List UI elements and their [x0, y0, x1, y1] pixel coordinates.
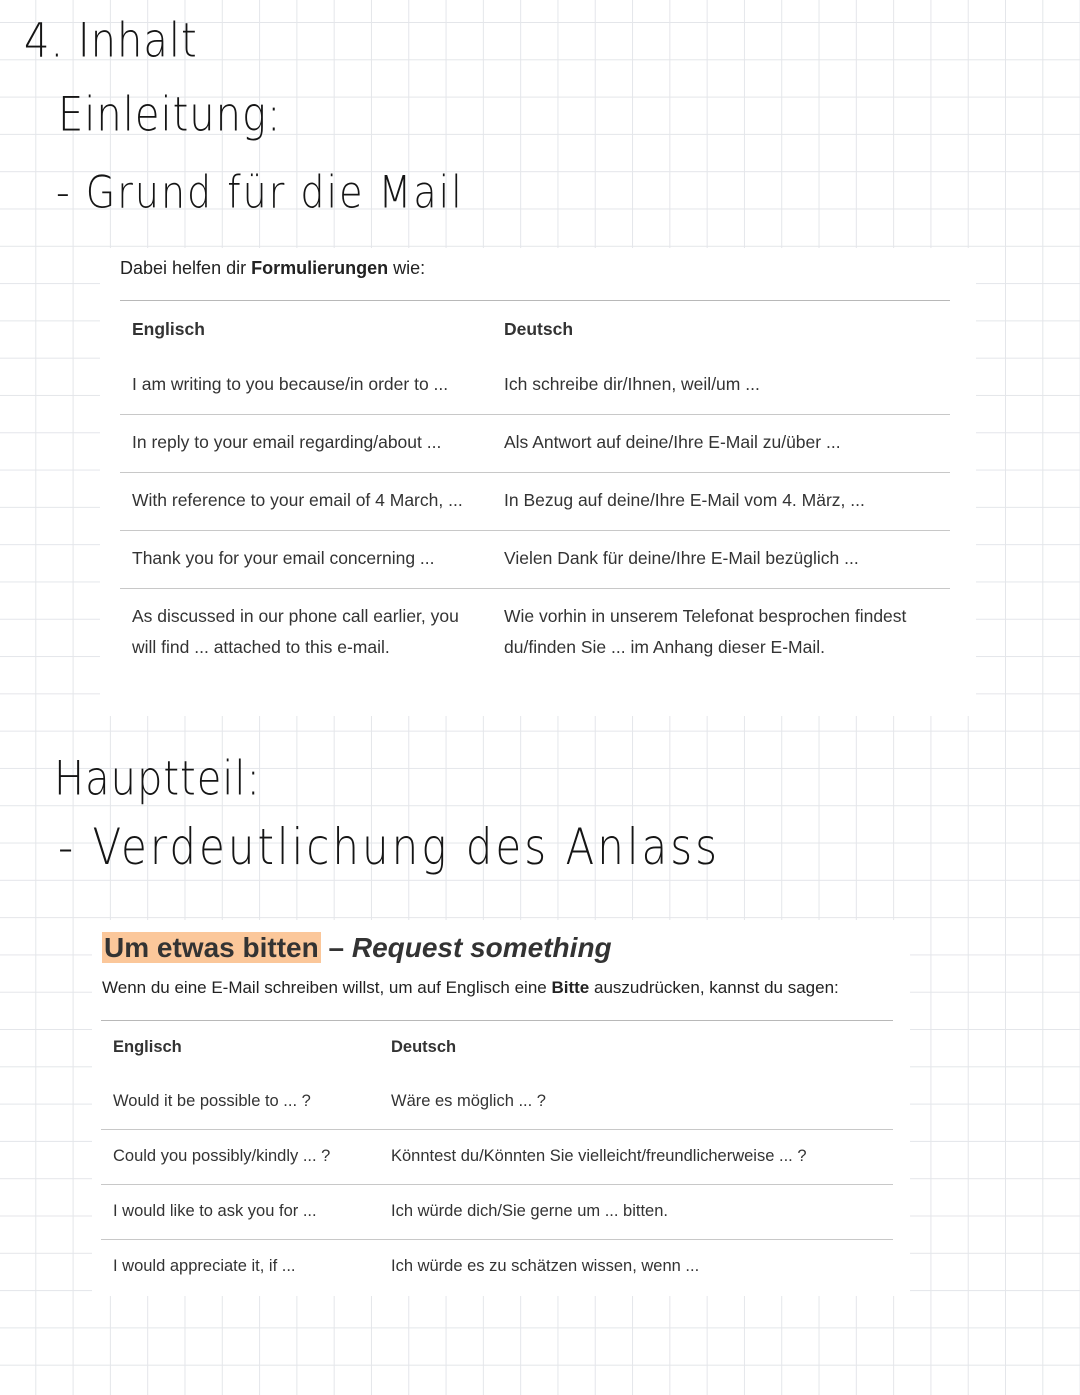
section-heading-einleitung: Einleitung: — [58, 88, 282, 143]
card-intro — [102, 978, 839, 998]
table-row — [101, 1075, 893, 1130]
intro-text: Wenn du eine E-Mail schreiben willst, um auf Englisch eine — [102, 978, 547, 997]
title-english: Request something — [351, 932, 612, 963]
table-row — [120, 415, 950, 473]
table-row — [120, 531, 950, 589]
card-intro — [120, 258, 425, 279]
cell-english: I would appreciate it, if ... — [113, 1257, 296, 1275]
cell-english: I am writing to you because/in order to ... — [132, 374, 449, 394]
cell-german: Ich schreibe dir/Ihnen, weil/um ... — [504, 374, 760, 394]
phrases-table-request — [101, 1020, 893, 1294]
table-row — [101, 1240, 893, 1295]
table-row — [101, 1130, 893, 1185]
note-point-grund: - Grund für die Mail — [56, 166, 464, 218]
cell-english: In reply to your email regarding/about ... — [132, 432, 442, 452]
column-header-deutsch: Deutsch — [391, 1038, 457, 1056]
table-row — [120, 589, 950, 678]
section-heading-hauptteil: Hauptteil: — [54, 752, 262, 807]
card-title — [102, 932, 612, 964]
table-header-row — [101, 1021, 893, 1076]
column-header-englisch: Englisch — [132, 319, 205, 339]
table-row — [120, 357, 950, 415]
intro-bold: Bitte — [551, 978, 590, 997]
cell-english: With reference to your email of 4 March, ... — [132, 490, 463, 510]
title-dash: – — [320, 932, 352, 963]
cell-english: Would it be possible to ... ? — [113, 1092, 311, 1110]
cell-german: Als Antwort auf deine/Ihre E-Mail zu/über ... — [504, 432, 841, 452]
phrases-table-einleitung — [120, 300, 950, 677]
title-highlight: Um etwas bitten — [104, 932, 319, 963]
cell-english: I would like to ask you for ... — [113, 1202, 317, 1220]
table-header-row — [120, 301, 950, 358]
cell-english: As discussed in our phone call earlier, you will find ... attached to this e-mail. — [132, 606, 459, 657]
note-point-anlass: - Verdeutlichung des Anlass — [58, 818, 721, 876]
cell-english: Could you possibly/kindly ... ? — [113, 1147, 331, 1165]
cell-german: Wäre es möglich ... ? — [391, 1092, 546, 1110]
table-row — [120, 473, 950, 531]
table-row — [101, 1185, 893, 1240]
notes-title: 4. Inhalt — [24, 14, 198, 69]
intro-text-end: wie: — [393, 258, 426, 278]
cell-german: Wie vorhin in unserem Telefonat besprochen findest du/finden Sie ... im Anhang dieser E-Mail. — [504, 606, 907, 657]
phrases-card-request — [92, 920, 910, 1296]
cell-german: Ich würde dich/Sie gerne um ... bitten. — [391, 1202, 668, 1220]
column-header-englisch: Englisch — [113, 1038, 182, 1056]
cell-german: Vielen Dank für deine/Ihre E-Mail bezüglich ... — [504, 548, 859, 568]
cell-german: In Bezug auf deine/Ihre E-Mail vom 4. März, ... — [504, 490, 865, 510]
intro-text-end: auszudrücken, kannst du sagen: — [594, 978, 839, 997]
intro-text: Dabei helfen dir — [120, 258, 247, 278]
cell-english: Thank you for your email concerning ... — [132, 548, 435, 568]
column-header-deutsch: Deutsch — [504, 319, 574, 339]
phrases-card-einleitung — [100, 248, 976, 716]
intro-bold: Formulierungen — [251, 258, 389, 278]
cell-german: Ich würde es zu schätzen wissen, wenn ... — [391, 1257, 700, 1275]
cell-german: Könntest du/Könnten Sie vielleicht/freundlicherweise ... ? — [391, 1147, 807, 1165]
